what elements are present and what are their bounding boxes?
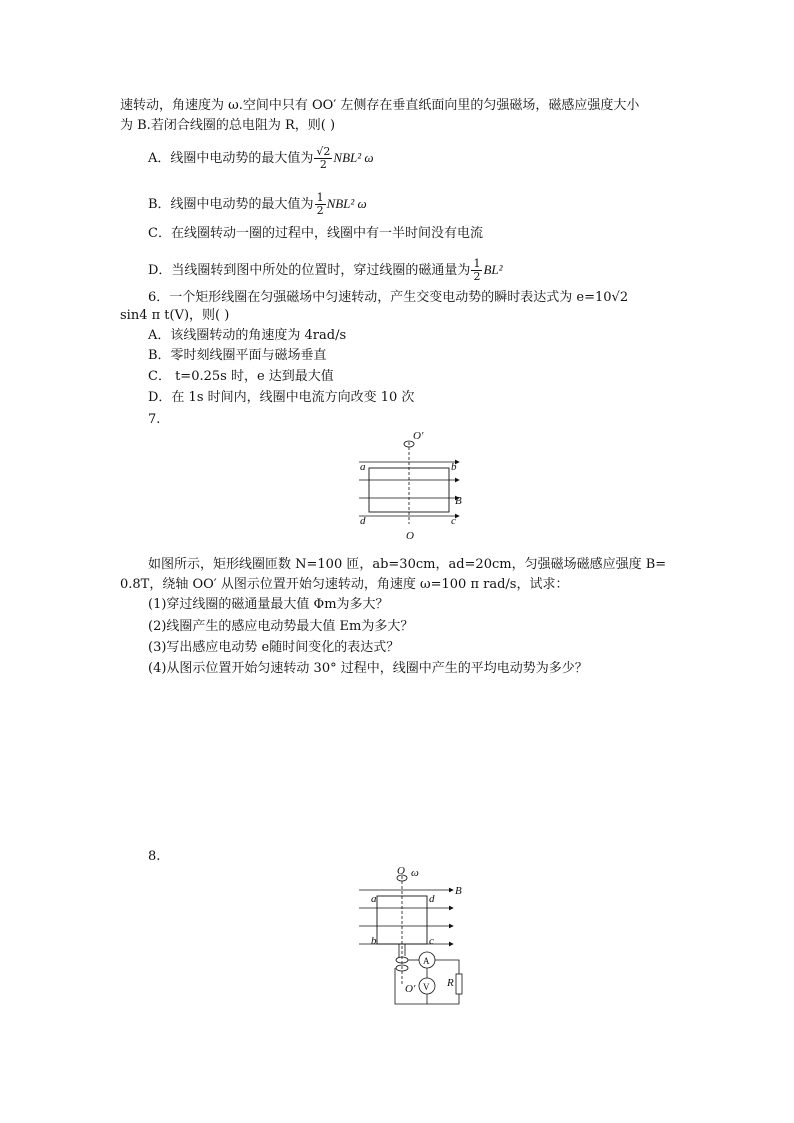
label-o: O	[397, 865, 405, 877]
frac-numerator: √2	[316, 145, 331, 158]
q6-stem-line1: 6．一个矩形线圈在匀强磁场中匀速转动，产生交变电动势的瞬时表达式为 e=10√2	[148, 290, 629, 305]
q6-option-a: A．该线圈转动的角速度为 4rad/s	[148, 328, 347, 343]
q6-stem-line2: sin4 π t(V)，则( )	[120, 308, 230, 323]
frac-denominator: 2	[473, 270, 481, 283]
label-b: b	[451, 461, 457, 473]
q5-stem-line1: 速转动，角速度为 ω.空间中只有 OO′ 左侧存在垂直纸面向里的匀强磁场，磁感应强度大小	[120, 98, 640, 113]
label-omega: ω	[411, 867, 419, 879]
q6-option-d: D．在 1s 时间内，线圈中电流方向改变 10 次	[148, 390, 415, 405]
q5-option-a	[148, 146, 374, 171]
q7-sub2: (2)线圈产生的感应电动势最大值 Em为多大？	[148, 619, 414, 634]
voltmeter-label: V	[423, 982, 430, 992]
label-a: a	[371, 893, 377, 905]
label-o: O	[406, 530, 414, 542]
label-d: d	[360, 515, 366, 527]
label-d: d	[429, 893, 435, 905]
q8-number: 8.	[148, 849, 161, 864]
label-b: b	[371, 935, 377, 947]
q7-number: 7.	[148, 412, 161, 427]
ammeter-label: A	[423, 956, 430, 966]
frac-denominator: 2	[316, 204, 324, 217]
label-field-b: B	[455, 885, 462, 897]
q5-option-b-fraction	[315, 192, 326, 217]
frac-denominator: 2	[319, 158, 327, 171]
q5-option-d-fraction	[471, 258, 482, 283]
resistor-icon	[456, 974, 462, 994]
q5-option-b-tail: NBL² ω	[326, 196, 367, 211]
q5-option-a-text: A．线圈中电动势的最大值为	[148, 151, 314, 166]
label-o-prime: O′	[413, 430, 424, 442]
q5-option-d	[148, 258, 503, 283]
label-c: c	[451, 515, 456, 527]
q6-option-b: B．零时刻线圈平面与磁场垂直	[148, 348, 327, 363]
q5-option-d-tail: BL²	[483, 262, 503, 277]
q5-option-c: C．在线圈转动一圈的过程中，线圈中有一半时间没有电流	[148, 226, 483, 241]
q7-sub1: (1)穿过线圈的磁通量最大值 Φm为多大？	[148, 597, 389, 612]
resistor-label: R	[447, 977, 454, 989]
q5-option-b	[148, 192, 367, 217]
label-o-prime: O′	[405, 983, 416, 995]
q5-stem-line2: 为 B.若闭合线圈的总电阻为 R，则( )	[120, 118, 336, 133]
q5-option-d-text: D．当线圈转到图中所处的位置时，穿过线圈的磁通量为	[148, 263, 471, 278]
frac-numerator: 1	[316, 191, 324, 204]
q7-sub4: (4)从图示位置开始匀速转动 30° 过程中，线圈中产生的平均电动势为多少？	[148, 661, 588, 676]
q5-option-a-fraction	[314, 146, 332, 171]
label-a: a	[360, 461, 366, 473]
q5-option-a-tail: NBL² ω	[333, 150, 374, 165]
frac-numerator: 1	[473, 257, 481, 270]
q7-stem-line1: 如图所示，矩形线圈匝数 N=100 匝，ab=30cm，ad=20cm，匀强磁场磁感应强度 B=	[148, 557, 667, 572]
q7-sub3: (3)写出感应电动势 e随时间变化的表达式？	[148, 640, 400, 655]
label-field-b: B	[455, 495, 462, 507]
q6-option-c: C． t=0.25s 时，e 达到最大值	[148, 369, 334, 384]
q8-generator-circuit-figure	[355, 864, 475, 1009]
label-c: c	[429, 935, 434, 947]
q5-option-b-text: B．线圈中电动势的最大值为	[148, 197, 314, 212]
q7-coil-figure	[355, 430, 465, 545]
q7-stem-line2: 0.8T，绕轴 OO′ 从图示位置开始匀速转动，角速度 ω=100 π rad/s，试求：	[120, 577, 569, 592]
